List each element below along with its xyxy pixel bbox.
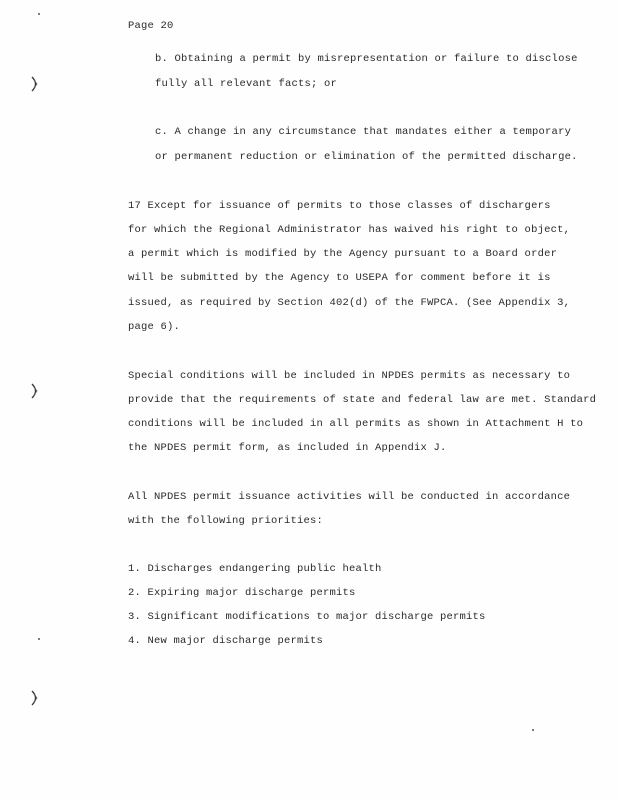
paragraph-3-line-2: with the following priorities:	[128, 515, 324, 527]
list-item-c-line-2: or permanent reduction or elimination of the permitted discharge.	[155, 151, 578, 163]
list-item-c-line-1: c. A change in any circumstance that mandates either a temporary	[155, 126, 572, 138]
list-item-b-line-2: fully all relevant facts; or	[155, 78, 338, 90]
paragraph-2-line-3: conditions will be included in all permits as shown in Attachment H to	[128, 418, 584, 430]
binder-hole-mark-middle	[30, 383, 40, 399]
paragraph-1-line-2: for which the Regional Administrator has waived his right to object,	[128, 224, 571, 236]
paragraph-1-line-5: issued, as required by Section 402(d) of the FWPCA. (See Appendix 3,	[128, 297, 571, 309]
speck-mark	[38, 638, 40, 640]
page-number: Page 20	[128, 20, 174, 32]
paragraph-2-line-4: the NPDES permit form, as included in Appendix J.	[128, 442, 447, 454]
binder-hole-mark-bottom	[30, 690, 40, 706]
paragraph-2-line-2: provide that the requirements of state and federal law are met. Standard	[128, 394, 597, 406]
paragraph-1-line-1: 17 Except for issuance of permits to those classes of dischargers	[128, 200, 551, 212]
speck-mark	[38, 13, 40, 15]
list-item-b-line-1: b. Obtaining a permit by misrepresentation or failure to disclose	[155, 53, 578, 65]
paragraph-3-line-1: All NPDES permit issuance activities will be conducted in accordance	[128, 491, 571, 503]
binder-hole-mark-top	[30, 76, 40, 92]
paragraph-1-line-6: page 6).	[128, 321, 181, 333]
priority-item-4: 4. New major discharge permits	[128, 635, 324, 647]
paragraph-1-line-4: will be submitted by the Agency to USEPA for comment before it is	[128, 272, 551, 284]
paragraph-2-line-1: Special conditions will be included in NPDES permits as necessary to	[128, 370, 571, 382]
priority-item-3: 3. Significant modifications to major discharge permits	[128, 611, 486, 623]
priority-item-1: 1. Discharges endangering public health	[128, 563, 382, 575]
speck-mark	[532, 729, 534, 731]
paragraph-1-line-3: a permit which is modified by the Agency pursuant to a Board order	[128, 248, 558, 260]
priority-item-2: 2. Expiring major discharge permits	[128, 587, 356, 599]
